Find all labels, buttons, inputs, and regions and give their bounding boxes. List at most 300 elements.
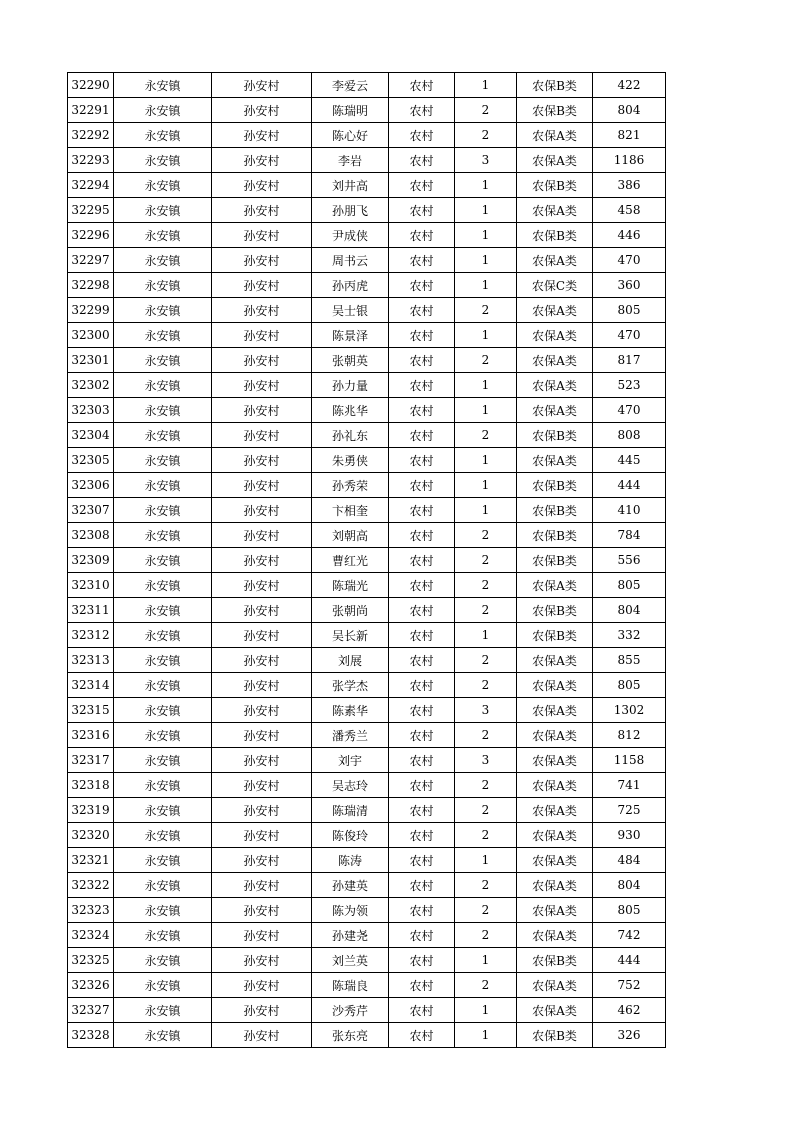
insurance-category-cell: 农保B类 xyxy=(517,223,593,248)
village-cell: 孙安村 xyxy=(212,548,312,573)
name-cell: 刘展 xyxy=(312,648,389,673)
table-row xyxy=(68,248,666,273)
table-row xyxy=(68,348,666,373)
table-row xyxy=(68,948,666,973)
residence-type-cell: 农村 xyxy=(389,898,455,923)
table-row xyxy=(68,323,666,348)
table-row xyxy=(68,473,666,498)
name-cell: 尹成侠 xyxy=(312,223,389,248)
town-cell: 永安镇 xyxy=(114,298,212,323)
table-row xyxy=(68,723,666,748)
village-cell: 孙安村 xyxy=(212,173,312,198)
name-cell: 孙礼东 xyxy=(312,423,389,448)
insurance-category-cell: 农保A类 xyxy=(517,148,593,173)
village-cell: 孙安村 xyxy=(212,223,312,248)
amount-cell: 410 xyxy=(593,498,666,523)
household-count-cell: 2 xyxy=(455,523,517,548)
serial-number-cell: 32325 xyxy=(68,948,114,973)
serial-number-cell: 32296 xyxy=(68,223,114,248)
household-count-cell: 2 xyxy=(455,973,517,998)
insurance-category-cell: 农保A类 xyxy=(517,673,593,698)
serial-number-cell: 32290 xyxy=(68,73,114,98)
table-row xyxy=(68,498,666,523)
household-count-cell: 2 xyxy=(455,123,517,148)
household-count-cell: 2 xyxy=(455,98,517,123)
residence-type-cell: 农村 xyxy=(389,398,455,423)
village-cell: 孙安村 xyxy=(212,323,312,348)
household-count-cell: 2 xyxy=(455,873,517,898)
insurance-category-cell: 农保A类 xyxy=(517,848,593,873)
village-cell: 孙安村 xyxy=(212,723,312,748)
insurance-category-cell: 农保B类 xyxy=(517,598,593,623)
town-cell: 永安镇 xyxy=(114,648,212,673)
village-cell: 孙安村 xyxy=(212,473,312,498)
amount-cell: 855 xyxy=(593,648,666,673)
serial-number-cell: 32326 xyxy=(68,973,114,998)
household-count-cell: 2 xyxy=(455,673,517,698)
town-cell: 永安镇 xyxy=(114,598,212,623)
amount-cell: 725 xyxy=(593,798,666,823)
serial-number-cell: 32309 xyxy=(68,548,114,573)
residence-type-cell: 农村 xyxy=(389,798,455,823)
town-cell: 永安镇 xyxy=(114,723,212,748)
residence-type-cell: 农村 xyxy=(389,98,455,123)
amount-cell: 821 xyxy=(593,123,666,148)
residence-type-cell: 农村 xyxy=(389,423,455,448)
serial-number-cell: 32292 xyxy=(68,123,114,148)
serial-number-cell: 32322 xyxy=(68,873,114,898)
household-count-cell: 2 xyxy=(455,348,517,373)
name-cell: 刘朝高 xyxy=(312,523,389,548)
household-count-cell: 1 xyxy=(455,248,517,273)
serial-number-cell: 32293 xyxy=(68,148,114,173)
village-cell: 孙安村 xyxy=(212,148,312,173)
serial-number-cell: 32312 xyxy=(68,623,114,648)
village-cell: 孙安村 xyxy=(212,898,312,923)
residence-type-cell: 农村 xyxy=(389,498,455,523)
insurance-category-cell: 农保B类 xyxy=(517,498,593,523)
residence-type-cell: 农村 xyxy=(389,73,455,98)
insurance-category-cell: 农保A类 xyxy=(517,298,593,323)
serial-number-cell: 32317 xyxy=(68,748,114,773)
village-cell: 孙安村 xyxy=(212,698,312,723)
amount-cell: 422 xyxy=(593,73,666,98)
amount-cell: 445 xyxy=(593,448,666,473)
table-row xyxy=(68,273,666,298)
insurance-category-cell: 农保A类 xyxy=(517,748,593,773)
table-row xyxy=(68,623,666,648)
household-count-cell: 2 xyxy=(455,798,517,823)
amount-cell: 808 xyxy=(593,423,666,448)
name-cell: 曹红光 xyxy=(312,548,389,573)
residence-type-cell: 农村 xyxy=(389,948,455,973)
town-cell: 永安镇 xyxy=(114,323,212,348)
table-row xyxy=(68,823,666,848)
amount-cell: 446 xyxy=(593,223,666,248)
serial-number-cell: 32307 xyxy=(68,498,114,523)
town-cell: 永安镇 xyxy=(114,498,212,523)
village-cell: 孙安村 xyxy=(212,873,312,898)
town-cell: 永安镇 xyxy=(114,398,212,423)
serial-number-cell: 32318 xyxy=(68,773,114,798)
name-cell: 李爱云 xyxy=(312,73,389,98)
roster-body xyxy=(68,73,666,1048)
name-cell: 孙丙虎 xyxy=(312,273,389,298)
town-cell: 永安镇 xyxy=(114,148,212,173)
town-cell: 永安镇 xyxy=(114,173,212,198)
household-count-cell: 2 xyxy=(455,423,517,448)
name-cell: 周书云 xyxy=(312,248,389,273)
insurance-category-cell: 农保B类 xyxy=(517,173,593,198)
name-cell: 孙建尧 xyxy=(312,923,389,948)
name-cell: 张东亮 xyxy=(312,1023,389,1048)
household-count-cell: 3 xyxy=(455,748,517,773)
amount-cell: 805 xyxy=(593,298,666,323)
table-row xyxy=(68,998,666,1023)
residence-type-cell: 农村 xyxy=(389,598,455,623)
amount-cell: 804 xyxy=(593,598,666,623)
village-cell: 孙安村 xyxy=(212,273,312,298)
table-row xyxy=(68,398,666,423)
village-cell: 孙安村 xyxy=(212,848,312,873)
insurance-category-cell: 农保A类 xyxy=(517,198,593,223)
town-cell: 永安镇 xyxy=(114,848,212,873)
table-row xyxy=(68,548,666,573)
household-count-cell: 2 xyxy=(455,823,517,848)
residence-type-cell: 农村 xyxy=(389,123,455,148)
table-row xyxy=(68,673,666,698)
amount-cell: 1158 xyxy=(593,748,666,773)
name-cell: 陈瑞光 xyxy=(312,573,389,598)
serial-number-cell: 32304 xyxy=(68,423,114,448)
serial-number-cell: 32303 xyxy=(68,398,114,423)
town-cell: 永安镇 xyxy=(114,273,212,298)
town-cell: 永安镇 xyxy=(114,823,212,848)
serial-number-cell: 32300 xyxy=(68,323,114,348)
residence-type-cell: 农村 xyxy=(389,873,455,898)
town-cell: 永安镇 xyxy=(114,923,212,948)
insurance-category-cell: 农保B类 xyxy=(517,548,593,573)
insurance-category-cell: 农保A类 xyxy=(517,348,593,373)
residence-type-cell: 农村 xyxy=(389,473,455,498)
household-count-cell: 2 xyxy=(455,548,517,573)
amount-cell: 326 xyxy=(593,1023,666,1048)
residence-type-cell: 农村 xyxy=(389,973,455,998)
village-cell: 孙安村 xyxy=(212,773,312,798)
name-cell: 孙建英 xyxy=(312,873,389,898)
serial-number-cell: 32294 xyxy=(68,173,114,198)
table-row xyxy=(68,598,666,623)
insurance-category-cell: 农保A类 xyxy=(517,898,593,923)
table-row xyxy=(68,798,666,823)
town-cell: 永安镇 xyxy=(114,673,212,698)
town-cell: 永安镇 xyxy=(114,223,212,248)
serial-number-cell: 32306 xyxy=(68,473,114,498)
table-row xyxy=(68,298,666,323)
name-cell: 陈瑞良 xyxy=(312,973,389,998)
insurance-category-cell: 农保B类 xyxy=(517,623,593,648)
insurance-category-cell: 农保A类 xyxy=(517,323,593,348)
residence-type-cell: 农村 xyxy=(389,348,455,373)
serial-number-cell: 32291 xyxy=(68,98,114,123)
town-cell: 永安镇 xyxy=(114,998,212,1023)
amount-cell: 1186 xyxy=(593,148,666,173)
table-row xyxy=(68,198,666,223)
residence-type-cell: 农村 xyxy=(389,373,455,398)
insurance-category-cell: 农保A类 xyxy=(517,973,593,998)
household-count-cell: 1 xyxy=(455,948,517,973)
village-cell: 孙安村 xyxy=(212,198,312,223)
serial-number-cell: 32328 xyxy=(68,1023,114,1048)
residence-type-cell: 农村 xyxy=(389,248,455,273)
residence-type-cell: 农村 xyxy=(389,273,455,298)
serial-number-cell: 32305 xyxy=(68,448,114,473)
residence-type-cell: 农村 xyxy=(389,298,455,323)
village-cell: 孙安村 xyxy=(212,798,312,823)
residence-type-cell: 农村 xyxy=(389,823,455,848)
amount-cell: 470 xyxy=(593,398,666,423)
town-cell: 永安镇 xyxy=(114,898,212,923)
amount-cell: 805 xyxy=(593,898,666,923)
table-row xyxy=(68,873,666,898)
residence-type-cell: 农村 xyxy=(389,198,455,223)
table-row xyxy=(68,698,666,723)
town-cell: 永安镇 xyxy=(114,548,212,573)
table-row xyxy=(68,223,666,248)
serial-number-cell: 32319 xyxy=(68,798,114,823)
amount-cell: 812 xyxy=(593,723,666,748)
name-cell: 陈素华 xyxy=(312,698,389,723)
village-cell: 孙安村 xyxy=(212,973,312,998)
amount-cell: 804 xyxy=(593,873,666,898)
town-cell: 永安镇 xyxy=(114,123,212,148)
amount-cell: 930 xyxy=(593,823,666,848)
name-cell: 沙秀芹 xyxy=(312,998,389,1023)
household-count-cell: 2 xyxy=(455,648,517,673)
village-cell: 孙安村 xyxy=(212,573,312,598)
insurance-category-cell: 农保A类 xyxy=(517,798,593,823)
amount-cell: 444 xyxy=(593,473,666,498)
serial-number-cell: 32308 xyxy=(68,523,114,548)
town-cell: 永安镇 xyxy=(114,748,212,773)
town-cell: 永安镇 xyxy=(114,198,212,223)
insurance-category-cell: 农保A类 xyxy=(517,998,593,1023)
household-count-cell: 2 xyxy=(455,598,517,623)
serial-number-cell: 32298 xyxy=(68,273,114,298)
town-cell: 永安镇 xyxy=(114,623,212,648)
serial-number-cell: 32314 xyxy=(68,673,114,698)
town-cell: 永安镇 xyxy=(114,73,212,98)
household-count-cell: 1 xyxy=(455,1023,517,1048)
household-count-cell: 2 xyxy=(455,723,517,748)
insurance-category-cell: 农保B类 xyxy=(517,473,593,498)
residence-type-cell: 农村 xyxy=(389,848,455,873)
residence-type-cell: 农村 xyxy=(389,148,455,173)
table-row xyxy=(68,898,666,923)
town-cell: 永安镇 xyxy=(114,798,212,823)
name-cell: 朱勇侠 xyxy=(312,448,389,473)
household-count-cell: 1 xyxy=(455,848,517,873)
residence-type-cell: 农村 xyxy=(389,573,455,598)
household-count-cell: 1 xyxy=(455,73,517,98)
village-cell: 孙安村 xyxy=(212,98,312,123)
town-cell: 永安镇 xyxy=(114,473,212,498)
name-cell: 吴士银 xyxy=(312,298,389,323)
insurance-category-cell: 农保B类 xyxy=(517,948,593,973)
insurance-category-cell: 农保A类 xyxy=(517,773,593,798)
serial-number-cell: 32311 xyxy=(68,598,114,623)
name-cell: 陈兆华 xyxy=(312,398,389,423)
serial-number-cell: 32299 xyxy=(68,298,114,323)
town-cell: 永安镇 xyxy=(114,423,212,448)
name-cell: 陈为领 xyxy=(312,898,389,923)
amount-cell: 484 xyxy=(593,848,666,873)
village-cell: 孙安村 xyxy=(212,498,312,523)
residence-type-cell: 农村 xyxy=(389,998,455,1023)
town-cell: 永安镇 xyxy=(114,573,212,598)
village-cell: 孙安村 xyxy=(212,448,312,473)
residence-type-cell: 农村 xyxy=(389,648,455,673)
household-count-cell: 2 xyxy=(455,923,517,948)
roster-table xyxy=(67,72,666,1048)
insurance-category-cell: 农保A类 xyxy=(517,448,593,473)
serial-number-cell: 32302 xyxy=(68,373,114,398)
village-cell: 孙安村 xyxy=(212,598,312,623)
name-cell: 卞相奎 xyxy=(312,498,389,523)
village-cell: 孙安村 xyxy=(212,423,312,448)
insurance-category-cell: 农保B类 xyxy=(517,423,593,448)
village-cell: 孙安村 xyxy=(212,673,312,698)
table-row xyxy=(68,773,666,798)
serial-number-cell: 32320 xyxy=(68,823,114,848)
household-count-cell: 1 xyxy=(455,473,517,498)
name-cell: 陈心好 xyxy=(312,123,389,148)
insurance-category-cell: 农保A类 xyxy=(517,823,593,848)
table-row xyxy=(68,748,666,773)
insurance-category-cell: 农保B类 xyxy=(517,98,593,123)
residence-type-cell: 农村 xyxy=(389,548,455,573)
household-count-cell: 1 xyxy=(455,198,517,223)
town-cell: 永安镇 xyxy=(114,373,212,398)
village-cell: 孙安村 xyxy=(212,298,312,323)
village-cell: 孙安村 xyxy=(212,348,312,373)
residence-type-cell: 农村 xyxy=(389,1023,455,1048)
amount-cell: 817 xyxy=(593,348,666,373)
insurance-category-cell: 农保C类 xyxy=(517,273,593,298)
household-count-cell: 3 xyxy=(455,698,517,723)
town-cell: 永安镇 xyxy=(114,1023,212,1048)
residence-type-cell: 农村 xyxy=(389,323,455,348)
insurance-category-cell: 农保A类 xyxy=(517,723,593,748)
table-row xyxy=(68,173,666,198)
residence-type-cell: 农村 xyxy=(389,448,455,473)
residence-type-cell: 农村 xyxy=(389,923,455,948)
name-cell: 陈瑞清 xyxy=(312,798,389,823)
residence-type-cell: 农村 xyxy=(389,173,455,198)
serial-number-cell: 32321 xyxy=(68,848,114,873)
serial-number-cell: 32327 xyxy=(68,998,114,1023)
name-cell: 孙秀荣 xyxy=(312,473,389,498)
household-count-cell: 1 xyxy=(455,448,517,473)
amount-cell: 470 xyxy=(593,248,666,273)
amount-cell: 805 xyxy=(593,573,666,598)
village-cell: 孙安村 xyxy=(212,1023,312,1048)
amount-cell: 752 xyxy=(593,973,666,998)
name-cell: 陈景泽 xyxy=(312,323,389,348)
insurance-category-cell: 农保B类 xyxy=(517,1023,593,1048)
name-cell: 刘宇 xyxy=(312,748,389,773)
serial-number-cell: 32310 xyxy=(68,573,114,598)
household-count-cell: 3 xyxy=(455,148,517,173)
insurance-category-cell: 农保A类 xyxy=(517,123,593,148)
village-cell: 孙安村 xyxy=(212,648,312,673)
village-cell: 孙安村 xyxy=(212,373,312,398)
village-cell: 孙安村 xyxy=(212,623,312,648)
table-row xyxy=(68,523,666,548)
table-row xyxy=(68,423,666,448)
household-count-cell: 2 xyxy=(455,773,517,798)
village-cell: 孙安村 xyxy=(212,73,312,98)
insurance-category-cell: 农保A类 xyxy=(517,398,593,423)
household-count-cell: 2 xyxy=(455,898,517,923)
residence-type-cell: 农村 xyxy=(389,748,455,773)
village-cell: 孙安村 xyxy=(212,523,312,548)
residence-type-cell: 农村 xyxy=(389,723,455,748)
insurance-category-cell: 农保B类 xyxy=(517,523,593,548)
village-cell: 孙安村 xyxy=(212,748,312,773)
amount-cell: 386 xyxy=(593,173,666,198)
amount-cell: 804 xyxy=(593,98,666,123)
town-cell: 永安镇 xyxy=(114,873,212,898)
amount-cell: 805 xyxy=(593,673,666,698)
table-row xyxy=(68,573,666,598)
amount-cell: 1302 xyxy=(593,698,666,723)
serial-number-cell: 32301 xyxy=(68,348,114,373)
table-row xyxy=(68,848,666,873)
village-cell: 孙安村 xyxy=(212,248,312,273)
table-row xyxy=(68,923,666,948)
village-cell: 孙安村 xyxy=(212,123,312,148)
amount-cell: 444 xyxy=(593,948,666,973)
residence-type-cell: 农村 xyxy=(389,673,455,698)
household-count-cell: 1 xyxy=(455,373,517,398)
residence-type-cell: 农村 xyxy=(389,223,455,248)
insurance-category-cell: 农保A类 xyxy=(517,373,593,398)
table-row xyxy=(68,373,666,398)
household-count-cell: 1 xyxy=(455,498,517,523)
household-count-cell: 1 xyxy=(455,273,517,298)
name-cell: 张朝英 xyxy=(312,348,389,373)
household-count-cell: 2 xyxy=(455,298,517,323)
amount-cell: 360 xyxy=(593,273,666,298)
insurance-category-cell: 农保A类 xyxy=(517,873,593,898)
name-cell: 刘井高 xyxy=(312,173,389,198)
amount-cell: 470 xyxy=(593,323,666,348)
village-cell: 孙安村 xyxy=(212,948,312,973)
amount-cell: 784 xyxy=(593,523,666,548)
table-row xyxy=(68,1023,666,1048)
name-cell: 张学杰 xyxy=(312,673,389,698)
household-count-cell: 1 xyxy=(455,998,517,1023)
table-row xyxy=(68,148,666,173)
serial-number-cell: 32313 xyxy=(68,648,114,673)
household-count-cell: 2 xyxy=(455,573,517,598)
table-row xyxy=(68,448,666,473)
table-row xyxy=(68,98,666,123)
household-count-cell: 1 xyxy=(455,223,517,248)
town-cell: 永安镇 xyxy=(114,698,212,723)
serial-number-cell: 32315 xyxy=(68,698,114,723)
